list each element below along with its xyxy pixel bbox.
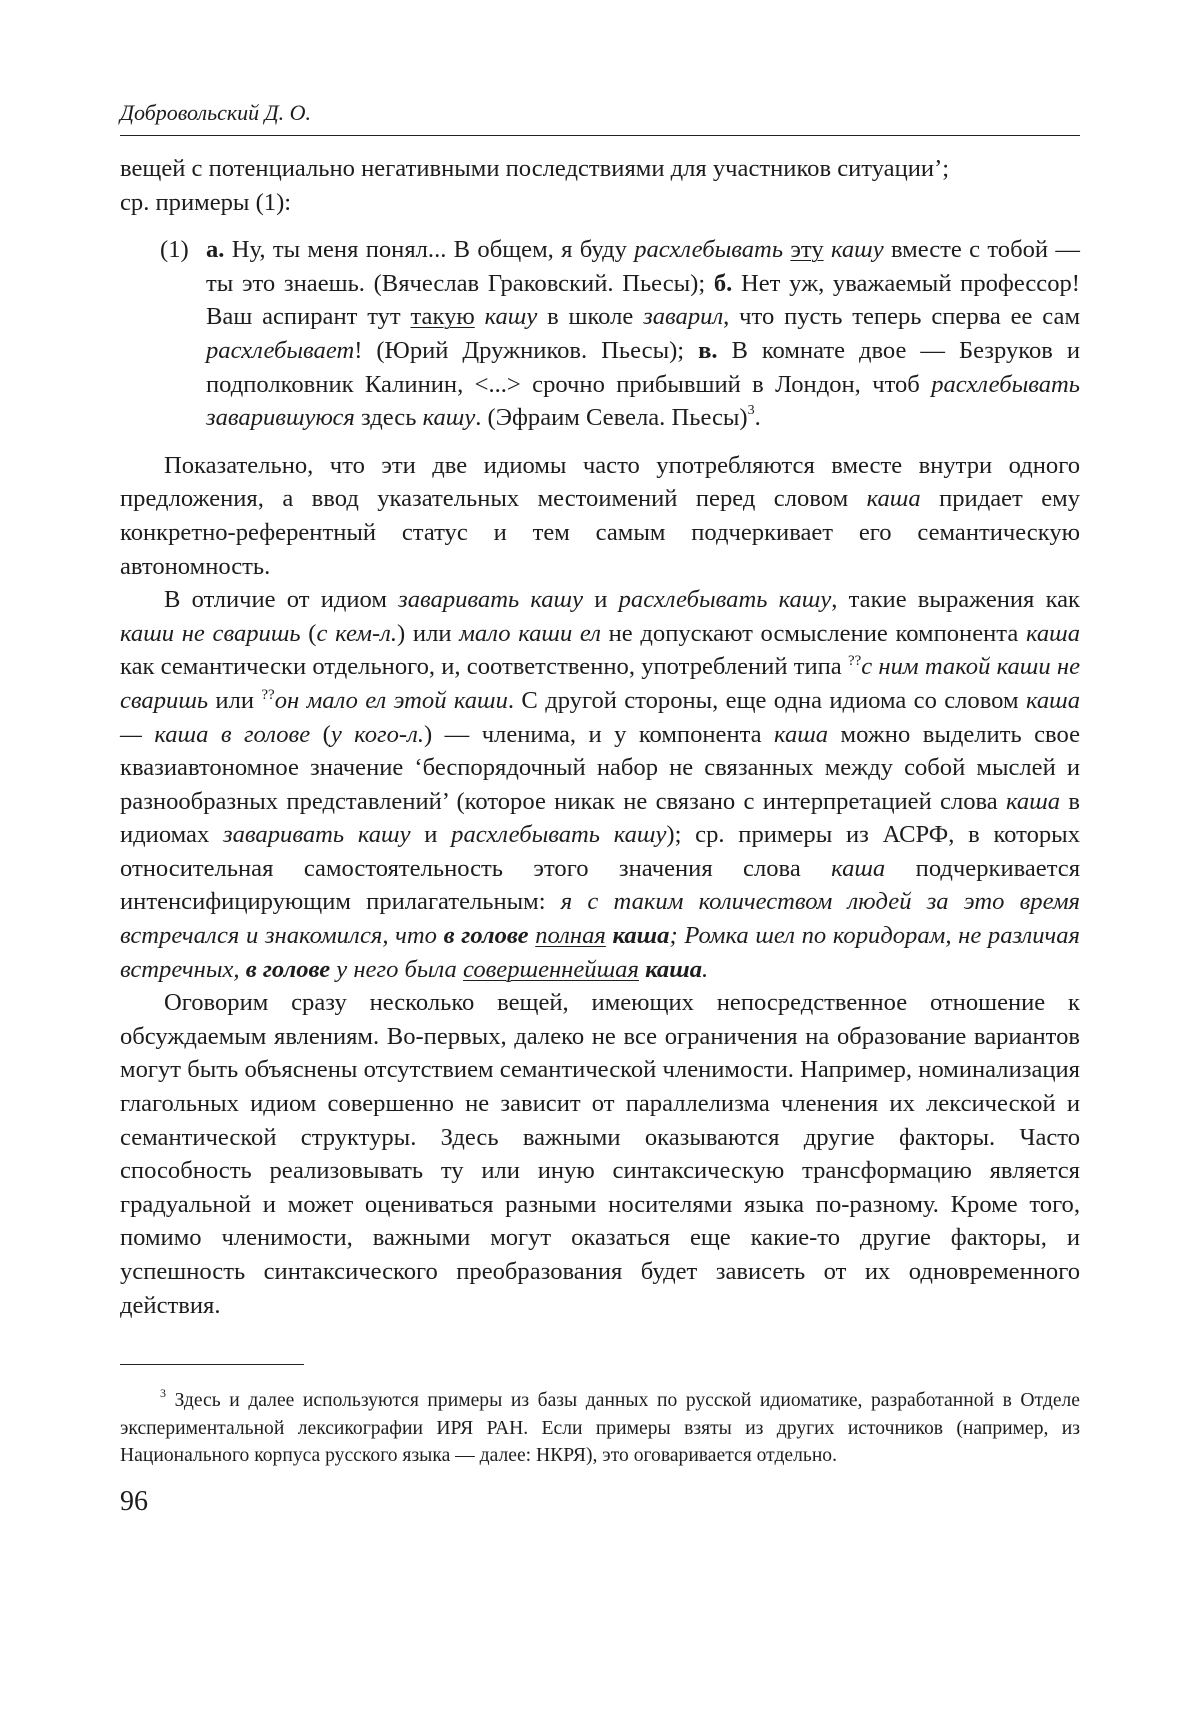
italic-run: с кем-л. [316, 619, 398, 647]
text-run: ср. примеры (1): [120, 188, 292, 216]
underlined-run: такую [410, 303, 475, 331]
footnote-marker: 3 [160, 1385, 166, 1400]
italic-run: ; [669, 922, 685, 950]
italic-run: расхлебывать кашу [451, 821, 667, 849]
text-run: и [410, 821, 452, 849]
text-run: в идиомах [120, 787, 1080, 849]
text-run: ); ср. примеры из АСРФ, в которых относительная самостоятельность этого значения слова [120, 821, 1080, 882]
text-run: ) — членима, и у компонента [424, 720, 775, 748]
bold-italic-run: в голове [245, 955, 331, 983]
body-text [120, 152, 1080, 1322]
italic-run: расхлебывать заварившуюся [206, 370, 1080, 432]
bold-italic-run: в голове [443, 922, 529, 950]
italic-run: он мало ел этой каши [274, 686, 508, 714]
italic-run: расхлебывать кашу [618, 586, 832, 614]
italic-run: расхлебывать [634, 236, 784, 264]
text-run: здесь [354, 404, 423, 432]
text-run: придает ему конкретно-референтный статус и тем самым подчеркивает его семантическую автономность. [120, 485, 1080, 580]
paragraph-2 [120, 449, 1080, 583]
underlined-run: эту [790, 236, 824, 264]
text-run: ! (Юрий Дружников. Пьесы); [354, 336, 699, 364]
text-run: как семантически отдельного, и, соответственно, употреблений типа [120, 653, 848, 681]
text-run: или [208, 686, 262, 714]
text-run: В комнате двое — Безруков и подполковник Калинин, <...> срочно прибывший в Лондон, чтоб [206, 336, 1080, 398]
paragraph-continuation [120, 152, 1080, 219]
italic-run: заваривать кашу [398, 586, 584, 614]
italic-run: у кого-л. [330, 720, 424, 748]
text-run: вместе с тобой — ты это знаешь. (Вячеслав Граковский. Пьесы); [206, 236, 1080, 297]
text-run: ) или [397, 619, 460, 647]
text-run: . [754, 404, 761, 432]
footnote-text: Здесь и далее используются примеры из базы данных по русской идиоматике, разработанной в Отделе экспериментальной лексикографии ИРЯ РАН. Если примеры взяты из других источников (например, из Национального корпуса русского языка — далее: НКРЯ), это оговаривается отдельно. [120, 1390, 1080, 1467]
italic-run: мало каши ел [459, 619, 601, 647]
example-label-c: в. [698, 336, 718, 364]
italic-run: заварил [643, 303, 724, 331]
italic-run: . [702, 955, 709, 983]
text-run: Показательно, что эти две идиомы часто употребляются вместе внутри одного предложения, а ввод указательных местоимений перед словом [120, 451, 1080, 513]
text-run: , такие выражения как [831, 586, 1081, 614]
footnote-separator [120, 1364, 304, 1365]
acceptability-mark: ?? [261, 686, 275, 703]
italic-run: каша [774, 720, 829, 748]
italic-run: каша [866, 485, 921, 513]
italic-run: Ромка шел по коридорам, не различая встречных, [120, 922, 1080, 983]
italic-run: у него была [330, 955, 464, 983]
example-body [206, 233, 1080, 435]
italic-run: кашу [422, 404, 476, 432]
text-run: В отличие от идиом [164, 586, 399, 614]
italic-run: каша [831, 854, 886, 882]
italic-run: с ним такой каши не сваришь [120, 653, 1081, 714]
paragraph-4: Оговорим сразу несколько вещей, имеющих непосредственное отношение к обсуждаемым явлениям. Во-первых, далеко не все ограничения на образование вариантов могут быть объяснены отсутствием семантической членимости. Например, номинализация глагольных идиом совершенно не зависит от параллелизма членения их лексической и семантической структуры. Здесь важными оказываются другие факторы. Часто способность реализовывать ту или иную синтаксическую трансформацию является градуальной и может оцениваться разными носителями языка по-разному. Кроме того, помимо членимости, важными могут оказаться еще какие-то другие факторы, и успешность синтаксического преобразования будет зависеть от их одновременного действия. [120, 989, 1080, 1319]
underlined-run: полная [535, 922, 606, 950]
italic-run: каши не сваришь [120, 619, 301, 647]
footnote [120, 1387, 1080, 1470]
text-run: вещей с потенциально негативными последствиями для участников ситуации’; [120, 155, 950, 182]
italic-run: кашу [484, 303, 538, 331]
bold-italic-run: каша [645, 955, 702, 983]
italic-run: каша [1006, 787, 1061, 815]
italic-run: я с таким количеством людей за это время встречался и знакомился, что [120, 888, 1080, 950]
example-label-a: а. [206, 236, 225, 264]
acceptability-mark: ?? [847, 653, 862, 670]
italic-run: кашу [830, 236, 884, 264]
text-run: подчеркивается интенсифицирующим прилагательным: [120, 854, 1081, 916]
text-run: в школе [537, 303, 644, 331]
page-number: 96 [120, 1485, 148, 1517]
italic-run: каша [1025, 619, 1080, 647]
paragraph-3 [120, 583, 1080, 986]
italic-run: каша — каша в голове [120, 686, 1080, 748]
running-head: Добровольский Д. О. [120, 100, 1080, 136]
text-run: ( [310, 720, 331, 748]
example-number: (1) [160, 236, 189, 264]
bold-italic-run: каша [612, 922, 670, 950]
text-run: не допускают осмысление компонента [600, 619, 1026, 647]
text-run: . С другой стороны, еще одна идиома со словом [507, 686, 1026, 714]
text-run: и [583, 586, 619, 614]
italic-run: расхлебывает [206, 336, 355, 364]
underlined-run: совершеннейшая [463, 955, 639, 983]
text-run [824, 236, 831, 263]
text-run: Нет уж, уважаемый профессор! Ваш аспирант тут [206, 269, 1081, 331]
text-run: можно выделить свое квазиавтономное значение ‘беспорядочный набор не связанных между собой мыслей и разнообразных представлений’ (которое никак не связано с интерпретацией слова [120, 720, 1081, 815]
text-run: , что пусть теперь сперва ее сам [723, 303, 1081, 331]
italic-run: заваривать кашу [223, 821, 411, 849]
footnote-reference[interactable]: 3 [747, 402, 755, 418]
text-run: . (Эфраим Севела. Пьесы) [475, 404, 748, 432]
text-run [475, 303, 485, 330]
example-1 [160, 233, 1080, 435]
italic-run [606, 922, 613, 949]
example-label-b: б. [713, 269, 733, 297]
page [120, 100, 1080, 1518]
text-run: Ну, ты меня понял... В общем, я буду [224, 236, 635, 264]
text-run: ( [300, 619, 317, 647]
